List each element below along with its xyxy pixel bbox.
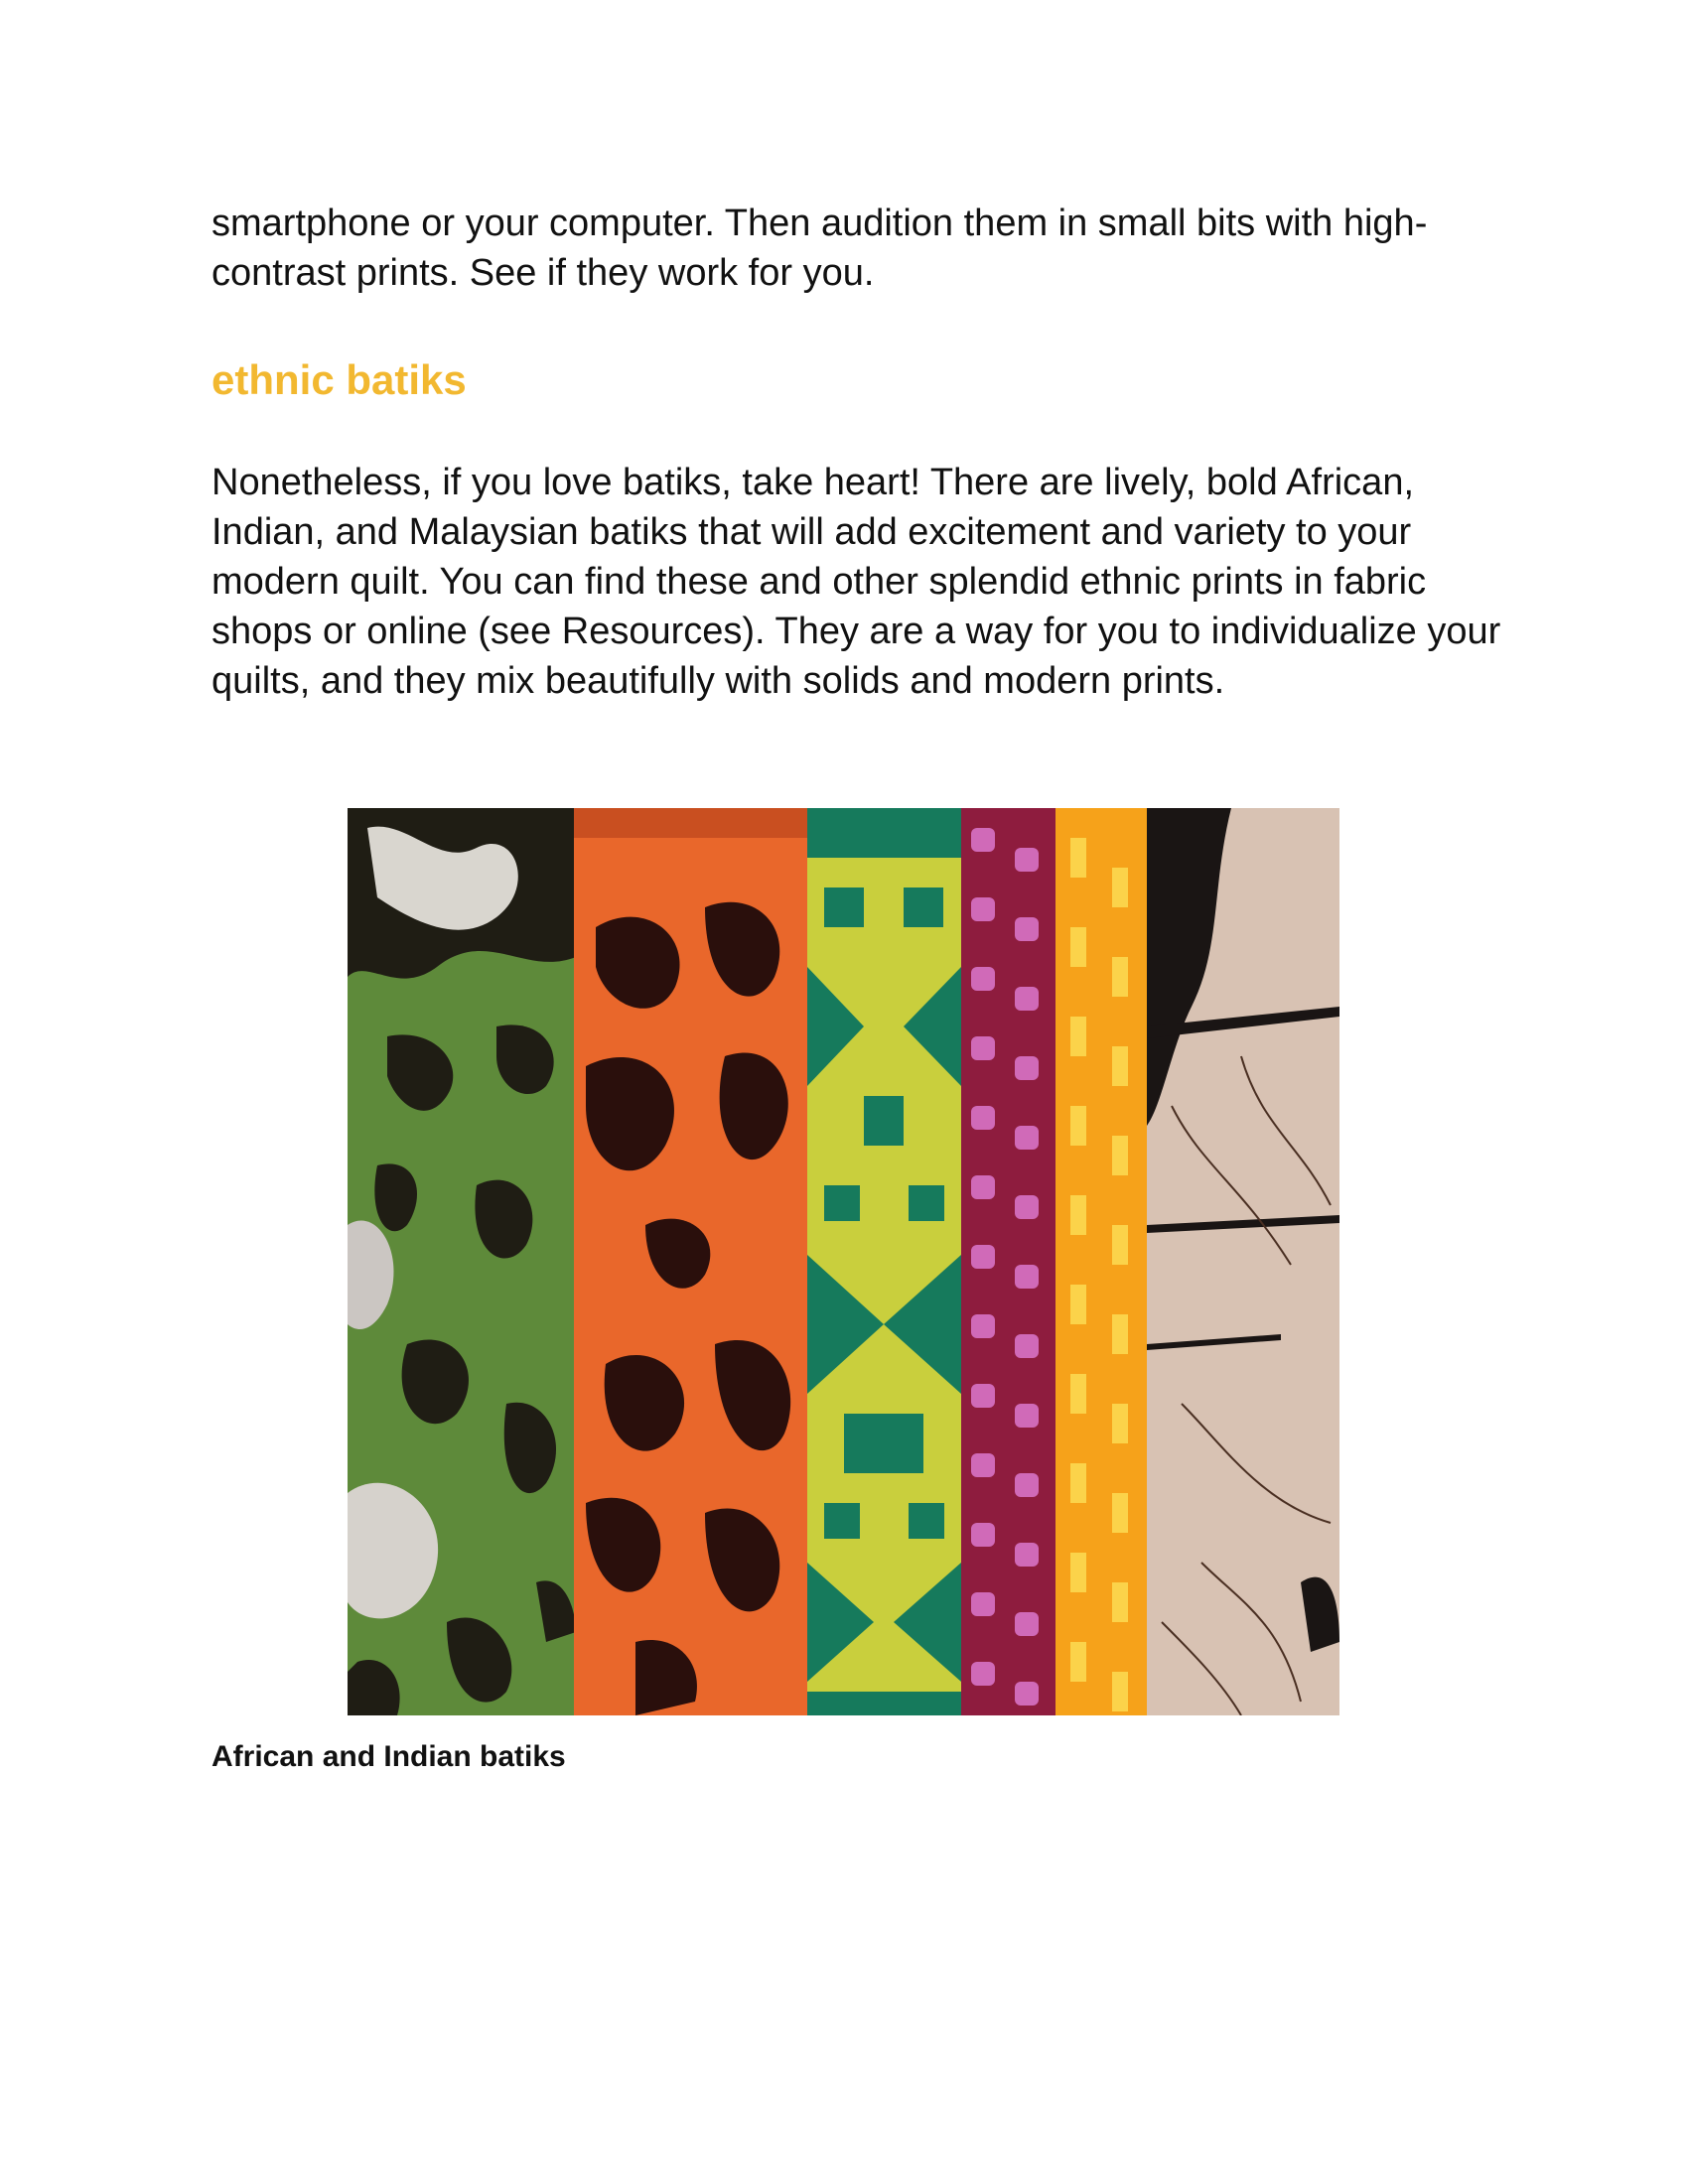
fabric-strip-green-black	[348, 808, 576, 1715]
figure-caption: African and Indian batiks	[211, 1740, 566, 1773]
body-paragraph: Nonetheless, if you love batiks, take heart! There are lively, bold African, Indian, and Malaysian batiks that will add excitement and variety to your modern quilt. You can find these and other splendid ethnic prints in fabric shops or online (see Resources). They are a way for you to individualize your quilts, and they mix beautifully with solids and modern prints.	[211, 462, 1501, 702]
intro-paragraph: smartphone or your computer. Then audition them in small bits with high-contrast prints. See if they work for you.	[211, 203, 1428, 294]
section-heading: ethnic batiks	[211, 356, 467, 403]
batik-photo	[348, 808, 1339, 1715]
fabric-strip-magenta-dots	[961, 808, 1055, 1715]
fabric-strip-tan-crackle	[1147, 808, 1339, 1715]
fabric-strip-yellow-teal	[807, 808, 961, 1715]
fabric-strip-orange-yellow	[1055, 808, 1147, 1715]
fabric-strip-orange-black	[574, 808, 807, 1715]
